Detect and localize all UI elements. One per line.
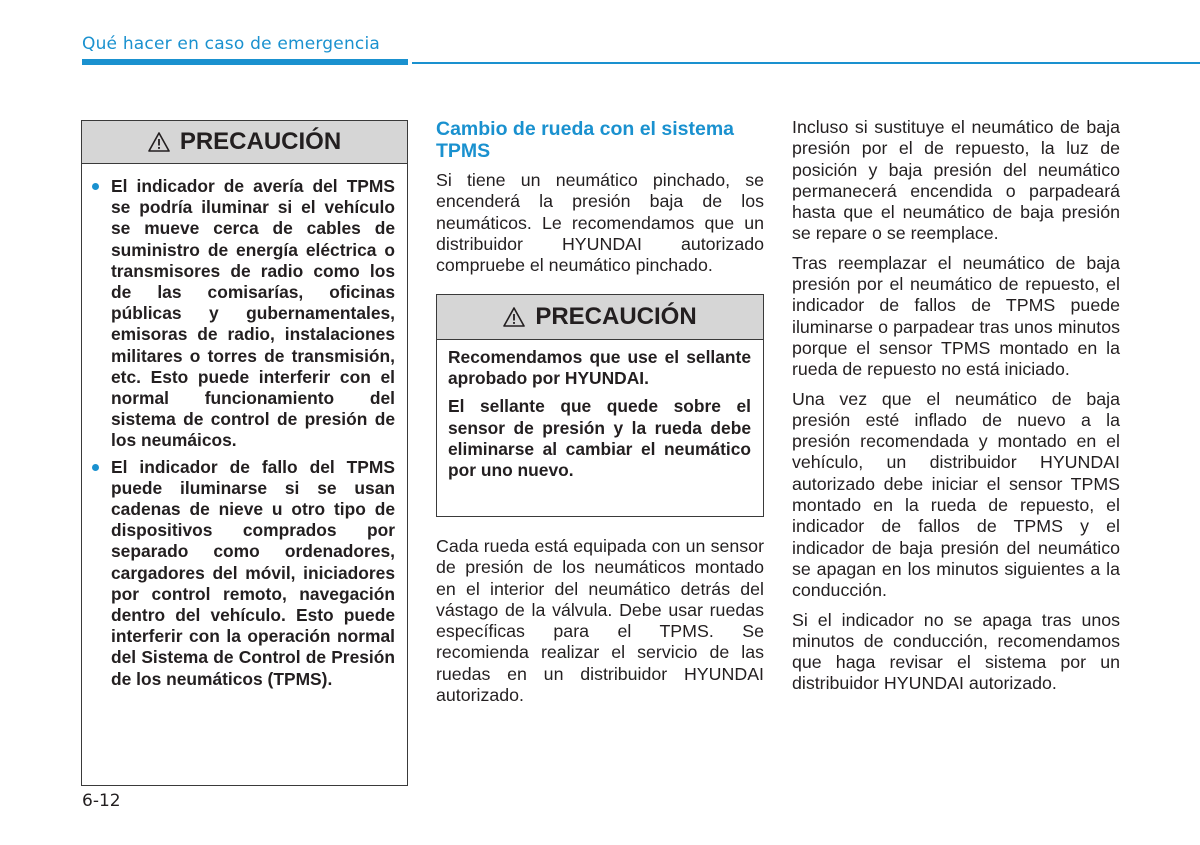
caution-paragraph: El sellante que quede sobre el sensor de presión y la rueda debe eliminarse al cambiar el neumático por uno nuevo. [448, 396, 751, 481]
caution-box-middle [436, 294, 764, 517]
warning-triangle-icon [503, 307, 525, 327]
body-paragraph: Incluso si sustituye el neumático de baja presión por el de repuesto, la luz de posición y baja presión del neumático permanecerá encendida o parpadeará hasta que el neumático de baja presión se repare o se reemplace. [792, 117, 1120, 244]
caution-box-left [81, 120, 408, 786]
warning-triangle-icon [148, 132, 170, 152]
caution-bullet-list [82, 164, 407, 690]
body-paragraph: Una vez que el neumático de baja presión esté inflado de nuevo a la presión recomendada y montado en el vehículo, un distribuidor HYUNDAI autorizado debe iniciar el sensor TPMS montado en la rueda de repuesto, el indicador de fallos de TPMS y el indicador de baja presión del neumático se apagan en los minutos siguientes a la conducción. [792, 388, 1120, 601]
body-paragraph: Si el indicador no se apaga tras unos minutos de conducción, recomendamos que haga revisar el sistema por un distribuidor HYUNDAI autorizado. [792, 609, 1120, 694]
right-column [792, 117, 1120, 703]
caution-title: PRECAUCIÓN [535, 303, 697, 330]
header-rule-thick [82, 59, 408, 65]
caution-bullet-item: El indicador de avería del TPMS se podría iluminar si el vehículo se mueve cerca de cables de suministro de energía eléctrica o transmisores de radio como los de las comisarías, oficinas públicas y gubernamentales, emisoras de radio, instalaciones militares o torres de transmisión, etc. Esto puede interferir con el normal funcionamiento del sistema de control de presión de los neumáicos. [111, 176, 395, 451]
caution-paragraph: Recomendamos que use el sellante aprobado por HYUNDAI. [448, 347, 751, 389]
body-paragraph: Tras reemplazar el neumático de baja presión por el neumático de repuesto, el indicador de fallos de TPMS puede iluminarse o parpadear tras unos minutos porque el sensor TPMS montado en la rueda de repuesto no está iniciado. [792, 252, 1120, 380]
header-rule-thin [412, 62, 1200, 64]
running-header: Qué hacer en caso de emergencia [82, 34, 381, 54]
section-heading: Cambio de rueda con el sistema TPMS [436, 118, 735, 162]
caution-header [82, 121, 407, 164]
page-number: 6-12 [82, 791, 121, 811]
caution-body [437, 340, 763, 481]
caution-header [437, 295, 763, 340]
body-paragraph: Si tiene un neumático pinchado, se encenderá la presión baja de los neumáticos. Le recomendamos que un distribuidor HYUNDAI autorizado compruebe el neumático pinchado. [436, 170, 764, 276]
caution-title: PRECAUCIÓN [179, 128, 342, 155]
body-paragraph: Cada rueda está equipada con un sensor de presión de los neumáticos montado en el interior del neumático detrás del vástago de la válvula. Debe usar ruedas específicas para el TPMS. Se recomienda realizar el servicio de las ruedas en un distribuidor HYUNDAI autorizado. [436, 536, 764, 706]
caution-bullet-item: El indicador de fallo del TPMS puede iluminarse si se usan cadenas de nieve u otro tipo de dispositivos comprados por separado como ordenadores, cargadores del móvil, iniciadores por control remoto, navegación dentro del vehículo. Esto puede interferir con la operación normal del Sistema de Control de Presión de los neumáticos (TPMS). [111, 456, 395, 689]
